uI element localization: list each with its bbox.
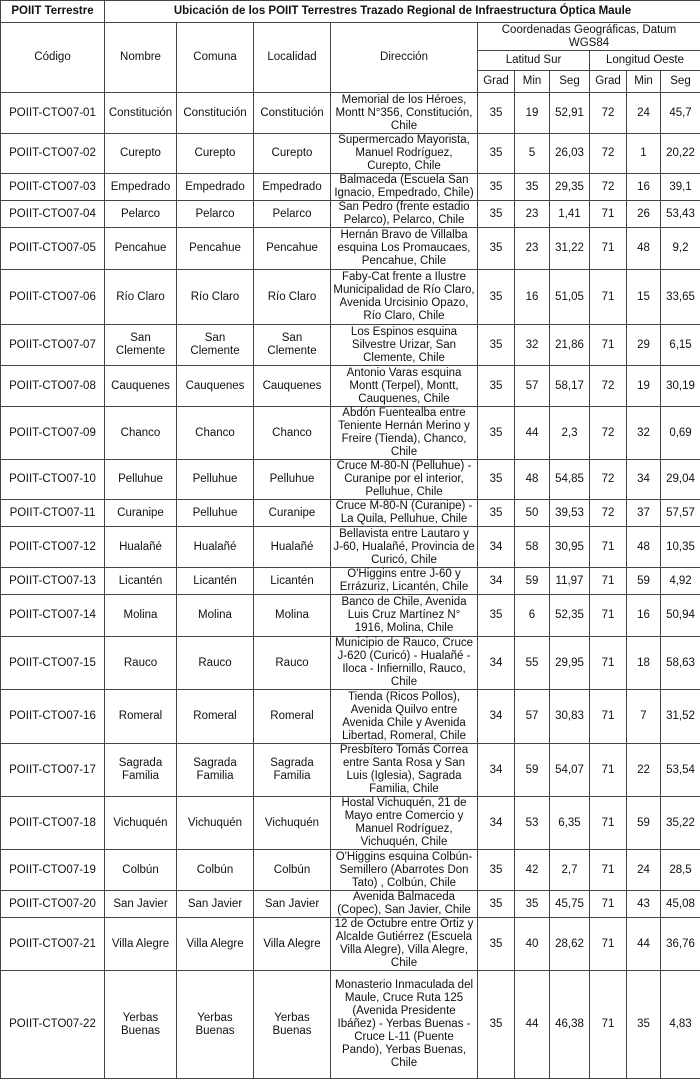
cell-lon-min: 16: [627, 174, 661, 201]
table-row: [1, 93, 700, 134]
cell-localidad: Romeral: [254, 690, 331, 744]
cell-lon-grad: 72: [590, 407, 627, 460]
cell-lon-seg: 30,19: [661, 366, 700, 407]
cell-lat-min: 58: [515, 527, 550, 568]
cell-codigo: POIIT-CTO07-13: [1, 568, 105, 595]
cell-lat-grad: 35: [478, 407, 515, 460]
col-header-lon-grad: Grad: [590, 71, 627, 93]
cell-codigo: POIIT-CTO07-07: [1, 325, 105, 366]
cell-lon-seg: 6,15: [661, 325, 700, 366]
cell-lon-seg: 53,54: [661, 744, 700, 797]
cell-lat-grad: 35: [478, 228, 515, 270]
cell-comuna: Rauco: [177, 637, 254, 690]
cell-lon-grad: 71: [590, 637, 627, 690]
cell-codigo: POIIT-CTO07-19: [1, 850, 105, 891]
cell-lat-min: 59: [515, 744, 550, 797]
col-header-lon-seg: Seg: [661, 71, 700, 93]
cell-localidad: San Javier: [254, 891, 331, 918]
cell-codigo: POIIT-CTO07-04: [1, 201, 105, 228]
cell-comuna: Molina: [177, 595, 254, 637]
cell-lon-min: 35: [627, 971, 661, 1079]
cell-nombre: Romeral: [105, 690, 177, 744]
cell-lon-min: 26: [627, 201, 661, 228]
cell-lat-grad: 34: [478, 568, 515, 595]
cell-lon-grad: 71: [590, 891, 627, 918]
cell-nombre: Pencahue: [105, 228, 177, 270]
cell-lat-seg: 45,75: [550, 891, 590, 918]
cell-comuna: Licantén: [177, 568, 254, 595]
cell-nombre: Molina: [105, 595, 177, 637]
table-row: [1, 228, 700, 270]
cell-nombre: Colbún: [105, 850, 177, 891]
cell-comuna: Vichuquén: [177, 797, 254, 850]
cell-lat-min: 5: [515, 134, 550, 174]
cell-lat-seg: 52,35: [550, 595, 590, 637]
cell-lat-min: 42: [515, 850, 550, 891]
cell-lat-min: 32: [515, 325, 550, 366]
cell-lat-min: 23: [515, 201, 550, 228]
cell-nombre: Yerbas Buenas: [105, 971, 177, 1079]
cell-localidad: Colbún: [254, 850, 331, 891]
cell-comuna: Cauquenes: [177, 366, 254, 407]
cell-lat-min: 35: [515, 891, 550, 918]
cell-localidad: San Clemente: [254, 325, 331, 366]
col-header-comuna: Comuna: [177, 23, 254, 93]
table-body: [1, 93, 700, 1079]
cell-lon-grad: 72: [590, 93, 627, 134]
cell-lat-grad: 35: [478, 134, 515, 174]
cell-direccion: Tienda (Ricos Pollos), Avenida Quilvo entre Avenida Chile y Avenida Libertad, Romeral, Chile: [331, 690, 478, 744]
cell-lat-seg: 54,07: [550, 744, 590, 797]
cell-direccion: Faby-Cat frente a Ilustre Municipalidad de Río Claro, Avenida Urcisinio Opazo, Río Claro, Chile: [331, 270, 478, 325]
col-header-lat-min: Min: [515, 71, 550, 93]
cell-lat-grad: 34: [478, 744, 515, 797]
cell-codigo: POIIT-CTO07-15: [1, 637, 105, 690]
cell-direccion: Presbítero Tomás Correa entre Santa Rosa y San Luis (Iglesia), Sagrada Familia, Chile: [331, 744, 478, 797]
cell-comuna: Colbún: [177, 850, 254, 891]
table-row: [1, 134, 700, 174]
cell-localidad: Sagrada Familia: [254, 744, 331, 797]
cell-localidad: Hualañé: [254, 527, 331, 568]
cell-lon-seg: 35,22: [661, 797, 700, 850]
table-row: [1, 797, 700, 850]
cell-direccion: Monasterio Inmaculada del Maule, Cruce Ruta 125 (Avenida Presidente Ibáñez) - Yerbas Buenas - Cruce L-11 (Puente Pando), Yerbas Buenas, Chile: [331, 971, 478, 1079]
cell-localidad: Pelluhue: [254, 460, 331, 500]
cell-lon-min: 44: [627, 918, 661, 971]
cell-direccion: Municipio de Rauco, Cruce J-620 (Curicó) - Hualañé - Iloca - Infiernillo, Rauco, Chile: [331, 637, 478, 690]
cell-localidad: Curepto: [254, 134, 331, 174]
cell-direccion: Antonio Varas esquina Montt (Terpel), Montt, Cauquenes, Chile: [331, 366, 478, 407]
cell-lat-seg: 39,53: [550, 500, 590, 527]
table-row: [1, 850, 700, 891]
table-row: [1, 174, 700, 201]
cell-lat-grad: 34: [478, 797, 515, 850]
cell-lon-min: 29: [627, 325, 661, 366]
cell-lon-min: 37: [627, 500, 661, 527]
cell-nombre: San Clemente: [105, 325, 177, 366]
cell-lat-min: 19: [515, 93, 550, 134]
cell-lon-grad: 72: [590, 134, 627, 174]
cell-lat-min: 16: [515, 270, 550, 325]
cell-lat-min: 53: [515, 797, 550, 850]
cell-localidad: Pencahue: [254, 228, 331, 270]
cell-nombre: San Javier: [105, 891, 177, 918]
cell-lat-min: 50: [515, 500, 550, 527]
cell-lat-seg: 30,95: [550, 527, 590, 568]
cell-lon-grad: 71: [590, 228, 627, 270]
cell-comuna: Pelluhue: [177, 500, 254, 527]
cell-localidad: Río Claro: [254, 270, 331, 325]
cell-lon-seg: 53,43: [661, 201, 700, 228]
cell-lon-seg: 57,57: [661, 500, 700, 527]
group-header-ubicacion: Ubicación de los POIIT Terrestres Trazado Regional de Infraestructura Óptica Maule: [105, 1, 700, 23]
cell-comuna: Pelluhue: [177, 460, 254, 500]
cell-lon-seg: 28,5: [661, 850, 700, 891]
table-row: [1, 366, 700, 407]
cell-lat-seg: 28,62: [550, 918, 590, 971]
cell-codigo: POIIT-CTO07-10: [1, 460, 105, 500]
cell-lon-grad: 72: [590, 174, 627, 201]
cell-codigo: POIIT-CTO07-08: [1, 366, 105, 407]
cell-comuna: Empedrado: [177, 174, 254, 201]
cell-lat-seg: 2,7: [550, 850, 590, 891]
cell-direccion: 12 de Octubre entre Ortiz y Alcalde Gutiérrez (Escuela Villa Alegre), Villa Alegre, Chile: [331, 918, 478, 971]
cell-lat-grad: 35: [478, 460, 515, 500]
cell-lon-seg: 33,65: [661, 270, 700, 325]
cell-lon-min: 24: [627, 850, 661, 891]
cell-lon-min: 59: [627, 568, 661, 595]
cell-codigo: POIIT-CTO07-14: [1, 595, 105, 637]
cell-lon-grad: 71: [590, 850, 627, 891]
cell-comuna: Sagrada Familia: [177, 744, 254, 797]
cell-lat-grad: 35: [478, 500, 515, 527]
cell-lat-min: 48: [515, 460, 550, 500]
cell-lon-min: 32: [627, 407, 661, 460]
table-row: [1, 637, 700, 690]
cell-codigo: POIIT-CTO07-12: [1, 527, 105, 568]
cell-lon-seg: 36,76: [661, 918, 700, 971]
cell-codigo: POIIT-CTO07-16: [1, 690, 105, 744]
table-row: [1, 407, 700, 460]
cell-localidad: Chanco: [254, 407, 331, 460]
cell-comuna: San Javier: [177, 891, 254, 918]
table-row: [1, 744, 700, 797]
cell-codigo: POIIT-CTO07-06: [1, 270, 105, 325]
cell-lon-seg: 58,63: [661, 637, 700, 690]
table-row: [1, 270, 700, 325]
cell-localidad: Villa Alegre: [254, 918, 331, 971]
cell-nombre: Vichuquén: [105, 797, 177, 850]
cell-lat-min: 59: [515, 568, 550, 595]
cell-lat-grad: 35: [478, 918, 515, 971]
cell-lon-min: 1: [627, 134, 661, 174]
cell-lat-grad: 35: [478, 595, 515, 637]
cell-lon-seg: 31,52: [661, 690, 700, 744]
cell-direccion: Memorial de los Héroes, Montt N°356, Constitución, Chile: [331, 93, 478, 134]
table-row: [1, 971, 700, 1079]
cell-lat-grad: 35: [478, 201, 515, 228]
cell-lon-grad: 71: [590, 797, 627, 850]
cell-localidad: Vichuquén: [254, 797, 331, 850]
cell-lat-seg: 1,41: [550, 201, 590, 228]
cell-lon-min: 43: [627, 891, 661, 918]
col-header-coordenadas: Coordenadas Geográficas, Datum WGS84: [478, 23, 700, 51]
cell-lon-seg: 4,92: [661, 568, 700, 595]
cell-comuna: Constitución: [177, 93, 254, 134]
cell-lat-seg: 46,38: [550, 971, 590, 1079]
cell-lat-min: 40: [515, 918, 550, 971]
cell-direccion: Hostal Vichuquén, 21 de Mayo entre Comercio y Manuel Rodríguez, Vichuquén, Chile: [331, 797, 478, 850]
cell-direccion: Avenida Balmaceda (Copec), San Javier, Chile: [331, 891, 478, 918]
cell-codigo: POIIT-CTO07-05: [1, 228, 105, 270]
table-row: [1, 527, 700, 568]
cell-lon-min: 48: [627, 527, 661, 568]
cell-comuna: Yerbas Buenas: [177, 971, 254, 1079]
cell-lat-grad: 35: [478, 270, 515, 325]
cell-lat-seg: 52,91: [550, 93, 590, 134]
cell-lat-grad: 35: [478, 850, 515, 891]
cell-direccion: O'Higgins entre J-60 y Errázuriz, Licantén, Chile: [331, 568, 478, 595]
cell-nombre: Sagrada Familia: [105, 744, 177, 797]
cell-lon-grad: 71: [590, 595, 627, 637]
cell-lat-seg: 58,17: [550, 366, 590, 407]
cell-lat-seg: 6,35: [550, 797, 590, 850]
col-header-localidad: Localidad: [254, 23, 331, 93]
cell-lat-seg: 30,83: [550, 690, 590, 744]
cell-nombre: Río Claro: [105, 270, 177, 325]
cell-lat-min: 23: [515, 228, 550, 270]
table-row: [1, 690, 700, 744]
cell-codigo: POIIT-CTO07-03: [1, 174, 105, 201]
cell-lat-seg: 26,03: [550, 134, 590, 174]
cell-lat-min: 44: [515, 971, 550, 1079]
cell-lon-grad: 72: [590, 366, 627, 407]
cell-lon-min: 48: [627, 228, 661, 270]
cell-nombre: Constitución: [105, 93, 177, 134]
cell-lat-grad: 35: [478, 325, 515, 366]
cell-comuna: Villa Alegre: [177, 918, 254, 971]
table-row: [1, 500, 700, 527]
cell-lon-min: 18: [627, 637, 661, 690]
cell-nombre: Rauco: [105, 637, 177, 690]
cell-lon-grad: 71: [590, 568, 627, 595]
cell-direccion: Cruce M-80-N (Curanipe) - La Quila, Pelluhue, Chile: [331, 500, 478, 527]
cell-codigo: POIIT-CTO07-21: [1, 918, 105, 971]
cell-codigo: POIIT-CTO07-11: [1, 500, 105, 527]
table-row: [1, 595, 700, 637]
cell-lon-seg: 10,35: [661, 527, 700, 568]
cell-localidad: Constitución: [254, 93, 331, 134]
cell-lon-min: 59: [627, 797, 661, 850]
cell-localidad: Cauquenes: [254, 366, 331, 407]
cell-comuna: Pelarco: [177, 201, 254, 228]
cell-codigo: POIIT-CTO07-18: [1, 797, 105, 850]
cell-direccion: Balmaceda (Escuela San Ignacio, Empedrado, Chile): [331, 174, 478, 201]
cell-comuna: Pencahue: [177, 228, 254, 270]
cell-localidad: Curanipe: [254, 500, 331, 527]
group-header-poiit: POIIT Terrestre: [1, 1, 105, 23]
cell-lat-seg: 11,97: [550, 568, 590, 595]
cell-localidad: Licantén: [254, 568, 331, 595]
cell-lat-seg: 29,35: [550, 174, 590, 201]
cell-codigo: POIIT-CTO07-01: [1, 93, 105, 134]
cell-lon-min: 34: [627, 460, 661, 500]
cell-lon-seg: 29,04: [661, 460, 700, 500]
cell-lon-seg: 45,08: [661, 891, 700, 918]
cell-lat-grad: 35: [478, 971, 515, 1079]
cell-nombre: Cauquenes: [105, 366, 177, 407]
cell-lat-grad: 35: [478, 174, 515, 201]
table-row: [1, 201, 700, 228]
cell-lat-grad: 34: [478, 637, 515, 690]
cell-lat-seg: 2,3: [550, 407, 590, 460]
cell-comuna: Curepto: [177, 134, 254, 174]
cell-lat-min: 6: [515, 595, 550, 637]
cell-lat-seg: 51,05: [550, 270, 590, 325]
cell-comuna: Río Claro: [177, 270, 254, 325]
table-row: [1, 325, 700, 366]
cell-localidad: Molina: [254, 595, 331, 637]
cell-comuna: Romeral: [177, 690, 254, 744]
col-header-lat-seg: Seg: [550, 71, 590, 93]
cell-localidad: Pelarco: [254, 201, 331, 228]
cell-nombre: Chanco: [105, 407, 177, 460]
cell-lat-seg: 31,22: [550, 228, 590, 270]
cell-direccion: O'Higgins esquina Colbún-Semillero (Abarrotes Don Tato) , Colbún, Chile: [331, 850, 478, 891]
cell-lat-grad: 35: [478, 891, 515, 918]
cell-lon-min: 7: [627, 690, 661, 744]
cell-lon-grad: 71: [590, 690, 627, 744]
cell-lon-min: 15: [627, 270, 661, 325]
cell-lat-seg: 54,85: [550, 460, 590, 500]
cell-nombre: Empedrado: [105, 174, 177, 201]
cell-lon-seg: 50,94: [661, 595, 700, 637]
cell-codigo: POIIT-CTO07-17: [1, 744, 105, 797]
cell-lon-grad: 71: [590, 201, 627, 228]
cell-lon-min: 16: [627, 595, 661, 637]
cell-nombre: Curanipe: [105, 500, 177, 527]
cell-lat-min: 57: [515, 690, 550, 744]
cell-lon-seg: 4,83: [661, 971, 700, 1079]
cell-lat-seg: 29,95: [550, 637, 590, 690]
cell-lon-grad: 71: [590, 744, 627, 797]
cell-lat-grad: 35: [478, 93, 515, 134]
cell-lon-min: 24: [627, 93, 661, 134]
cell-lon-seg: 45,7: [661, 93, 700, 134]
cell-lon-seg: 20,22: [661, 134, 700, 174]
cell-localidad: Yerbas Buenas: [254, 971, 331, 1079]
col-header-codigo: Código: [1, 23, 105, 93]
col-header-longitud: Longitud Oeste: [590, 51, 700, 71]
cell-lon-grad: 71: [590, 527, 627, 568]
col-header-latitud: Latitud Sur: [478, 51, 590, 71]
cell-lon-min: 19: [627, 366, 661, 407]
cell-lon-grad: 71: [590, 971, 627, 1079]
cell-lon-seg: 9,2: [661, 228, 700, 270]
cell-codigo: POIIT-CTO07-09: [1, 407, 105, 460]
cell-localidad: Empedrado: [254, 174, 331, 201]
cell-localidad: Rauco: [254, 637, 331, 690]
col-header-lat-grad: Grad: [478, 71, 515, 93]
cell-codigo: POIIT-CTO07-20: [1, 891, 105, 918]
cell-direccion: Abdón Fuentealba entre Teniente Hernán Merino y Freire (Tienda), Chanco, Chile: [331, 407, 478, 460]
cell-comuna: Chanco: [177, 407, 254, 460]
cell-lon-min: 22: [627, 744, 661, 797]
cell-lat-min: 57: [515, 366, 550, 407]
cell-lon-seg: 0,69: [661, 407, 700, 460]
col-header-direccion: Dirección: [331, 23, 478, 93]
table-row: [1, 918, 700, 971]
cell-direccion: Hernán Bravo de Villalba esquina Los Promaucaes, Pencahue, Chile: [331, 228, 478, 270]
cell-lat-grad: 34: [478, 690, 515, 744]
cell-nombre: Curepto: [105, 134, 177, 174]
cell-lon-grad: 71: [590, 270, 627, 325]
cell-nombre: Villa Alegre: [105, 918, 177, 971]
cell-direccion: Banco de Chile, Avenida Luis Cruz Martínez N° 1916, Molina, Chile: [331, 595, 478, 637]
cell-lon-grad: 71: [590, 918, 627, 971]
cell-lon-seg: 39,1: [661, 174, 700, 201]
cell-nombre: Pelluhue: [105, 460, 177, 500]
table-row: [1, 568, 700, 595]
cell-lon-grad: 72: [590, 460, 627, 500]
cell-nombre: Licantén: [105, 568, 177, 595]
cell-lat-min: 44: [515, 407, 550, 460]
cell-direccion: Supermercado Mayorista, Manuel Rodríguez, Curepto, Chile: [331, 134, 478, 174]
cell-direccion: Los Espinos esquina Silvestre Urizar, San Clemente, Chile: [331, 325, 478, 366]
cell-codigo: POIIT-CTO07-02: [1, 134, 105, 174]
cell-direccion: Bellavista entre Lautaro y J-60, Hualañé, Provincia de Curicó, Chile: [331, 527, 478, 568]
cell-lat-grad: 34: [478, 527, 515, 568]
cell-lat-seg: 21,86: [550, 325, 590, 366]
table-row: [1, 891, 700, 918]
cell-comuna: Hualañé: [177, 527, 254, 568]
cell-lon-grad: 72: [590, 500, 627, 527]
cell-lat-min: 55: [515, 637, 550, 690]
cell-lon-grad: 71: [590, 325, 627, 366]
cell-direccion: Cruce M-80-N (Pelluhue) - Curanipe por el interior, Pelluhue, Chile: [331, 460, 478, 500]
cell-lat-grad: 35: [478, 366, 515, 407]
cell-comuna: San Clemente: [177, 325, 254, 366]
table-row: [1, 460, 700, 500]
cell-direccion: San Pedro (frente estadio Pelarco), Pelarco, Chile: [331, 201, 478, 228]
cell-lat-min: 35: [515, 174, 550, 201]
cell-nombre: Hualañé: [105, 527, 177, 568]
col-header-lon-min: Min: [627, 71, 661, 93]
cell-codigo: POIIT-CTO07-22: [1, 971, 105, 1079]
cell-nombre: Pelarco: [105, 201, 177, 228]
col-header-nombre: Nombre: [105, 23, 177, 93]
